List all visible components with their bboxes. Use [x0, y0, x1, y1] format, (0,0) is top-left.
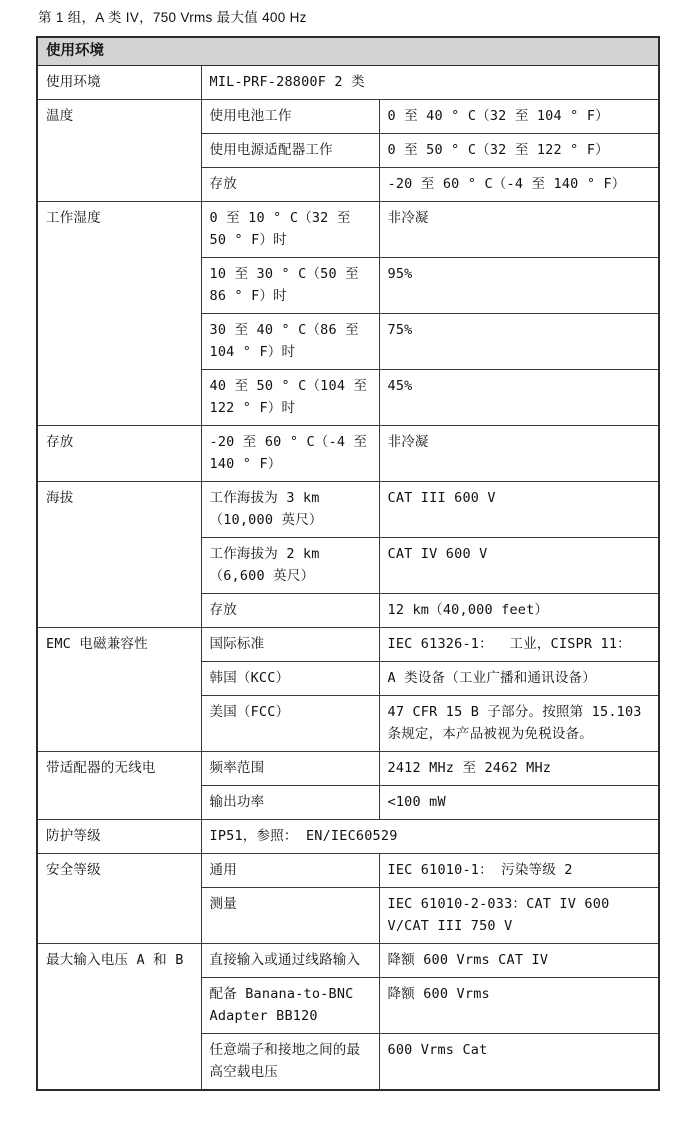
table-cell: 非冷凝: [379, 426, 659, 482]
table-section-header: 使用环境: [37, 37, 659, 66]
table-row: [37, 752, 659, 786]
table-row: [37, 820, 659, 854]
spec-table-body: [37, 66, 659, 1091]
table-cell: 输出功率: [201, 786, 379, 820]
table-cell: 0 至 10 ° C（32 至 50 ° F）时: [201, 202, 379, 258]
table-cell: IP51，参照： EN/IEC60529: [201, 820, 659, 854]
doc-title: 第 1 组，A 类 IV，750 Vrms 最大值 400 Hz: [38, 10, 307, 25]
table-cell: IEC 61010-1： 污染等级 2: [379, 854, 659, 888]
table-cell: 600 Vrms Cat: [379, 1034, 659, 1091]
table-cell: 2412 MHz 至 2462 MHz: [379, 752, 659, 786]
table-row: [37, 426, 659, 482]
table-cell: 使用电源适配器工作: [201, 134, 379, 168]
table-cell: 存放: [201, 594, 379, 628]
table-cell: 10 至 30 ° C（50 至 86 ° F）时: [201, 258, 379, 314]
table-row: [37, 66, 659, 100]
spec-table: [36, 36, 660, 1091]
table-cell: 75%: [379, 314, 659, 370]
table-cell: 工作海拔为 2 km（6,600 英尺）: [201, 538, 379, 594]
table-cell: 国际标准: [201, 628, 379, 662]
table-cell: 存放: [201, 168, 379, 202]
table-row: [37, 854, 659, 888]
table-cell: -20 至 60 ° C（-4 至 140 ° F）: [201, 426, 379, 482]
table-cell: -20 至 60 ° C（-4 至 140 ° F）: [379, 168, 659, 202]
table-cell: 非冷凝: [379, 202, 659, 258]
table-cell: 使用环境: [37, 66, 201, 100]
table-cell: IEC 61010-2-033：CAT IV 600 V/CAT III 750 V: [379, 888, 659, 944]
table-row: [37, 202, 659, 258]
table-cell: 频率范围: [201, 752, 379, 786]
table-cell: 47 CFR 15 B 子部分。按照第 15.103 条规定，本产品被视为免税设备。: [379, 696, 659, 752]
table-cell: 通用: [201, 854, 379, 888]
table-cell: 安全等级: [37, 854, 201, 944]
table-cell: 降额 600 Vrms: [379, 978, 659, 1034]
table-cell: 美国（FCC）: [201, 696, 379, 752]
table-cell: 测量: [201, 888, 379, 944]
table-cell: 0 至 50 ° C（32 至 122 ° F）: [379, 134, 659, 168]
table-cell: EMC 电磁兼容性: [37, 628, 201, 752]
table-cell: 40 至 50 ° C（104 至 122 ° F）时: [201, 370, 379, 426]
table-cell: 防护等级: [37, 820, 201, 854]
table-cell: A 类设备（工业广播和通讯设备）: [379, 662, 659, 696]
table-cell: MIL-PRF-28800F 2 类: [201, 66, 659, 100]
table-cell: 30 至 40 ° C（86 至 104 ° F）时: [201, 314, 379, 370]
table-cell: 存放: [37, 426, 201, 482]
table-cell: IEC 61326-1： 工业，CISPR 11：: [379, 628, 659, 662]
table-cell: 工作湿度: [37, 202, 201, 426]
table-cell: 任意端子和接地之间的最高空载电压: [201, 1034, 379, 1091]
table-row: [37, 100, 659, 134]
table-cell: 海拔: [37, 482, 201, 628]
table-cell: 最大输入电压 A 和 B: [37, 944, 201, 1091]
table-cell: 使用电池工作: [201, 100, 379, 134]
table-section-header-row: [37, 37, 659, 66]
table-cell: 直接输入或通过线路输入: [201, 944, 379, 978]
table-cell: 温度: [37, 100, 201, 202]
table-row: [37, 628, 659, 662]
table-cell: <100 mW: [379, 786, 659, 820]
table-cell: 0 至 40 ° C（32 至 104 ° F）: [379, 100, 659, 134]
table-cell: 12 km（40,000 feet）: [379, 594, 659, 628]
table-cell: 配备 Banana-to-BNC Adapter BB120: [201, 978, 379, 1034]
table-cell: 工作海拔为 3 km（10,000 英尺）: [201, 482, 379, 538]
table-cell: 95%: [379, 258, 659, 314]
table-cell: 带适配器的无线电: [37, 752, 201, 820]
table-cell: CAT IV 600 V: [379, 538, 659, 594]
table-row: [37, 482, 659, 538]
table-cell: CAT III 600 V: [379, 482, 659, 538]
table-cell: 降额 600 Vrms CAT IV: [379, 944, 659, 978]
table-row: [37, 944, 659, 978]
table-cell: 45%: [379, 370, 659, 426]
table-cell: 韩国（KCC）: [201, 662, 379, 696]
